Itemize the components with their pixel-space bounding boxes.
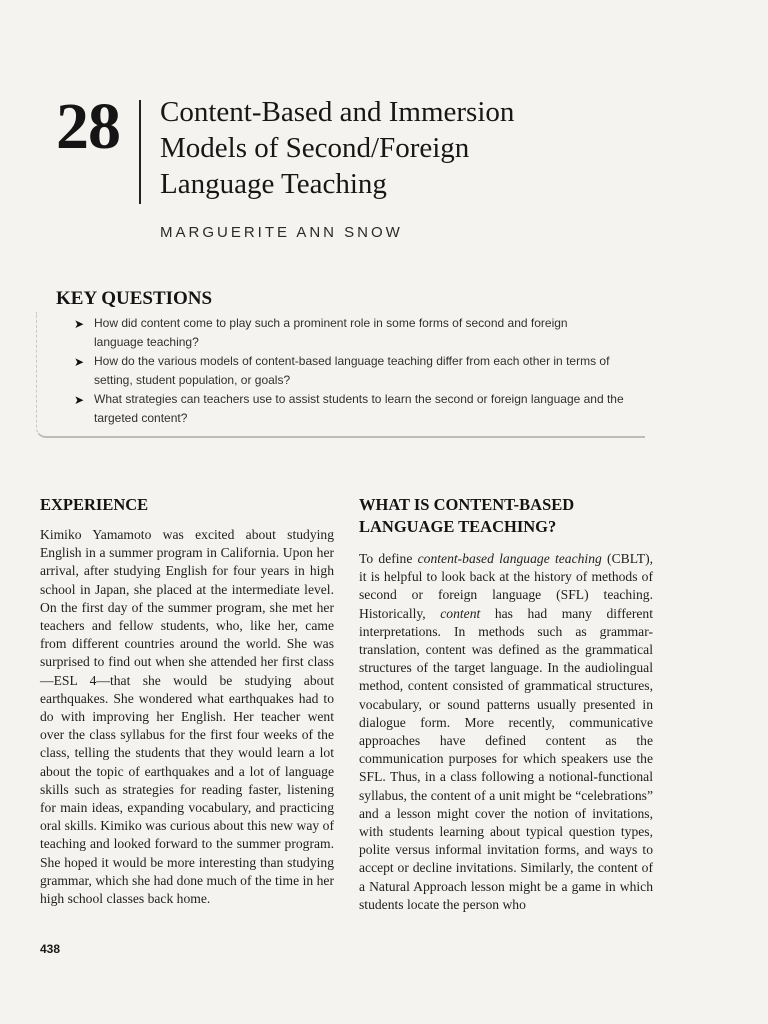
arrow-bullet-icon: ➤ bbox=[74, 317, 85, 331]
chapter-number: 28 bbox=[56, 90, 120, 163]
page-number: 438 bbox=[40, 942, 61, 956]
cblt-text: (CBLT), it is helpful to look back at the history of methods of second or foreign language (SFL) teaching. Historically, bbox=[359, 551, 653, 621]
arrow-bullet-icon: ➤ bbox=[74, 393, 85, 407]
cblt-text: To define bbox=[359, 551, 418, 566]
experience-column bbox=[40, 494, 334, 908]
key-question-item bbox=[74, 314, 644, 352]
chapter-author: MARGUERITE ANN SNOW bbox=[160, 224, 403, 241]
key-question-text: What strategies can teachers use to assist students to learn the second or foreign language and the bbox=[94, 392, 624, 406]
cblt-heading-line: LANGUAGE TEACHING? bbox=[359, 517, 557, 536]
chapter-title bbox=[160, 94, 680, 202]
key-questions-heading: KEY QUESTIONS bbox=[56, 288, 213, 309]
experience-heading: EXPERIENCE bbox=[40, 495, 149, 514]
key-questions-list bbox=[74, 314, 644, 428]
key-question-text: setting, student population, or goals? bbox=[94, 373, 291, 387]
key-question-text: How did content come to play such a prominent role in some forms of second and foreign bbox=[94, 316, 568, 330]
chapter-title-line: Content-Based and Immersion bbox=[160, 96, 515, 128]
cblt-text: has had many different interpretations. In methods such as grammar-translation, content was defined as the grammatical structures of the target language. In the audiolingual method, content consisted of grammatical structures, vocabulary, or sound patterns usually presented in dialogue form. More recently, communicative approaches have defined content as the communication purposes for which speakers use the SFL. Thus, in a class following a notional-functional syllabus, the content of a unit might be “celebrations” and a lesson might cover the notion of invitations, with students learning about typical question types, polite versus informal invitation forms, and ways to accept or decline invitations. Similarly, the content of a Natural Approach lesson might be a game in which students locate the person who bbox=[359, 605, 654, 912]
cblt-heading bbox=[359, 494, 653, 538]
key-question-text: language teaching? bbox=[94, 335, 199, 349]
key-question-item bbox=[74, 352, 644, 390]
chapter-title-line: Language Teaching bbox=[160, 168, 387, 200]
key-question-text: How do the various models of content-based language teaching differ from each other in terms of bbox=[94, 354, 610, 368]
cblt-heading-line: WHAT IS CONTENT-BASED bbox=[359, 495, 575, 514]
key-question-item bbox=[74, 390, 644, 428]
arrow-bullet-icon: ➤ bbox=[74, 355, 85, 369]
cblt-paragraph bbox=[359, 550, 653, 914]
experience-paragraph: Kimiko Yamamoto was excited about studying English in a summer program in California. Upon her arrival, after studying English for four years in high school in Japan, she placed at the intermediate level. On the first day of the summer program, she met her teachers and fellow students, who, like her, came from different countries around the world. She was surprised to find out when she attended her first class—ESL 4—that she would be studying about earthquakes. She wondered what earthquakes had to do with improving her English. Her teacher went over the class syllabus for the first four weeks of the class, telling the students that they would learn a lot about the topic of earthquakes and a lot of language skills such as strategies for reading faster, listening for main ideas, expanding vocabulary, and practicing oral skills. Kimiko was curious about this new way of teaching and looked forward to the summer program. She hoped it would be more interesting than studying grammar, which she had done much of the time in her high school classes back home. bbox=[40, 527, 334, 907]
cblt-term: content bbox=[440, 605, 481, 621]
chapter-title-line: Models of Second/Foreign bbox=[160, 132, 470, 164]
key-question-text: targeted content? bbox=[94, 411, 188, 425]
cblt-column bbox=[359, 494, 653, 914]
cblt-term: content-based language teaching bbox=[417, 551, 602, 566]
chapter-divider bbox=[139, 100, 141, 204]
